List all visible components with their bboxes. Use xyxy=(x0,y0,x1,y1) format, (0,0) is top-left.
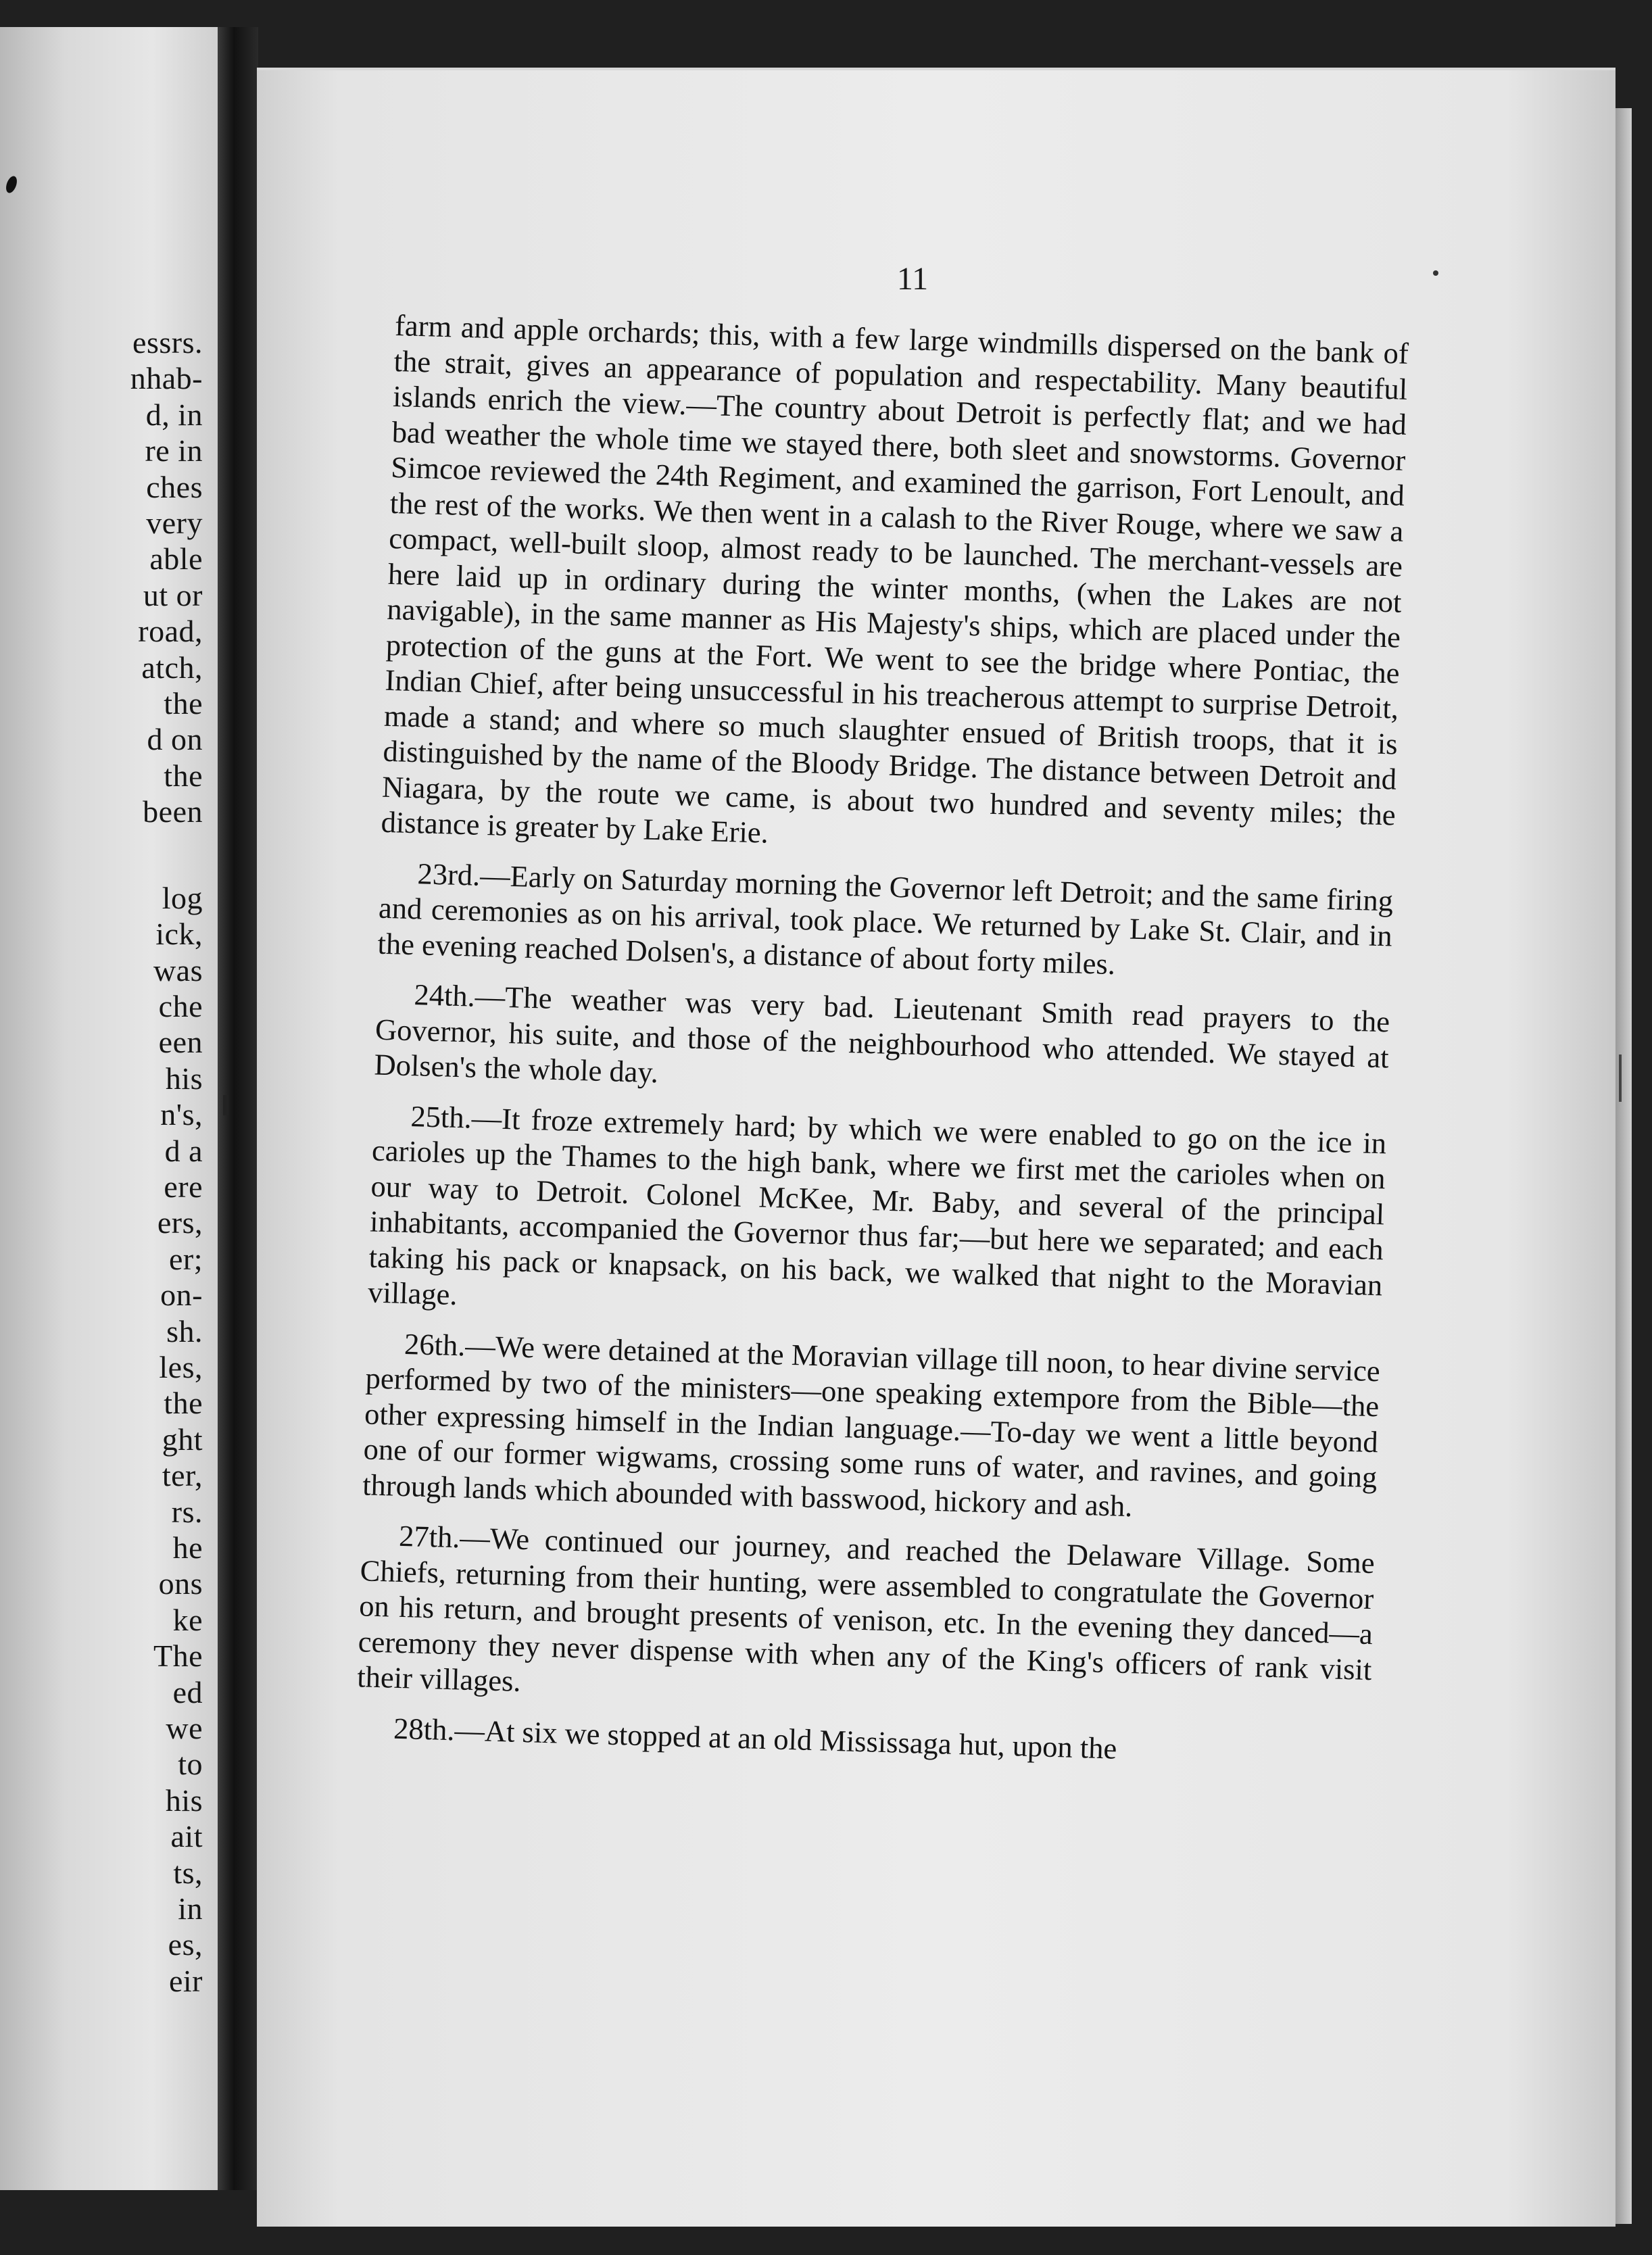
journal-entry-27th: 27th.—We continued our journey, and reached the Delaware Village. Some Chiefs, returning from their hunting, were assembled to congratulate the Governor on his return, and brought presents of venison, etc. In the evening they danced—a ceremony they never dispense with when any of the King's officers of rank visit their villages. xyxy=(356,1518,1376,1698)
previous-page-fragment xyxy=(0,27,218,2190)
fragment-line: ke xyxy=(172,1602,203,1637)
journal-entry-28th: 28th.—At six we stopped at an old Mississaga hut, upon the xyxy=(393,1711,1118,1766)
fragment-line: ght xyxy=(162,1422,203,1457)
fragment-line: ick, xyxy=(155,917,203,952)
previous-page-text xyxy=(0,324,218,1999)
fragment-line: very xyxy=(146,506,203,541)
journal-entry-23rd: 23rd.—Early on Saturday morning the Governor left Detroit; and the same firing and ceremonies as on his arrival, took place. We returned by Lake St. Clair, and in the evening reached Dolsen's, a distance of about forty miles. xyxy=(377,856,1394,981)
paragraph-continued: farm and apple orchards; this, with a few large windmills dispersed on the bank of the strait, gives an appearance of population and respectability. Many beautiful islands enrich the view.—The country about Detroit is perfectly flat; and we had bad weather the whole time we stayed there, both sleet and snowstorms. Governor Simcoe reviewed the 24th Regiment, and examined the garrison, Fort Lenoult, and the rest of the works. We then went in a calash to the River Rouge, where we saw a compact, well-built sloop, almost ready to be launched. The merchant-vessels are here laid up in ordinary during the winter months, (when the Lakes are not navigable), in the same manner as His Majesty's ships, which are placed under the protection of the guns at the Fort. We went to see the bridge where Pontiac, the Indian Chief, after being unsuccessful in his treacherous attempt to surprise Detroit, made a stand; and where so much slaughter ensued of British troops, that it is distinguished by the name of the Bloody Bridge. The distance between Detroit and Niagara, by the route we came, is about two hundred and seventy miles; the distance is greater by Lake Erie. xyxy=(381,308,1409,850)
fragment-line: d, in xyxy=(145,397,203,432)
fragment-line: the xyxy=(164,686,203,721)
fragment-line: ches xyxy=(146,469,203,504)
fragment-line: ere xyxy=(164,1169,203,1204)
fragment-line: sh. xyxy=(166,1313,203,1349)
fragment-line: on- xyxy=(160,1278,203,1313)
fragment-line: es, xyxy=(168,1927,203,1962)
fragment-line: rs. xyxy=(171,1494,203,1529)
fragment-line: er; xyxy=(168,1241,203,1276)
fragment-line: nhab- xyxy=(130,361,203,396)
fragment-line: his xyxy=(165,1783,203,1818)
fragment-line: we xyxy=(166,1711,203,1746)
fragment-line: The xyxy=(153,1639,203,1674)
fragment-line: to xyxy=(178,1747,203,1782)
fragment-line: the xyxy=(164,758,203,793)
fragment-line: was xyxy=(153,952,203,988)
fragment-line: the xyxy=(164,1386,203,1421)
page-number: 11 xyxy=(896,261,929,297)
journal-entry-24th: 24th.—The weather was very bad. Lieutenant Smith read prayers to the Governor, his suite, and those of the neighbourhood who attended. We stayed at Dolsen's the whole day. xyxy=(374,977,1390,1090)
fragment-line: his xyxy=(165,1061,203,1096)
fragment-line: been xyxy=(143,794,203,829)
margin-mark xyxy=(1619,1054,1622,1102)
fragment-line: ed xyxy=(172,1674,203,1710)
page-edge xyxy=(1615,108,1632,2224)
fragment-line: een xyxy=(158,1025,203,1060)
fragment-line: n's, xyxy=(160,1097,203,1132)
margin-mark xyxy=(223,1095,228,1115)
fragment-line: d a xyxy=(164,1133,203,1168)
fragment-line: ait xyxy=(170,1819,203,1854)
fragment-line: ts, xyxy=(173,1855,203,1890)
fragment-line: able xyxy=(149,541,203,577)
fragment-line: log xyxy=(162,880,203,915)
fragment-line: he xyxy=(172,1530,203,1565)
fragment-line: che xyxy=(158,988,203,1023)
fragment-line: ut or xyxy=(143,577,203,612)
fragment-line: re in xyxy=(145,433,203,468)
journal-entry-26th: 26th.—We were detained at the Moravian village till noon, to hear divine service performed by two of the ministers—one speaking extempore from the Bible—the other expressing himself in the Indian language.—To-day we went a little beyond one of our former wigwams, crossing some runs of water, and ravines, and going through lands which abounded with basswood, hickory and ash. xyxy=(362,1326,1381,1523)
fragment-line: ons xyxy=(158,1566,203,1601)
fragment-line: ter, xyxy=(162,1458,203,1493)
stray-mark xyxy=(1433,270,1438,276)
fragment-line: d on xyxy=(147,722,203,757)
fragment-line: eir xyxy=(168,1963,203,1998)
fragment-line: ers, xyxy=(157,1205,203,1240)
paragraph-gap xyxy=(0,830,203,880)
ink-blot xyxy=(4,174,19,194)
fragment-line: road, xyxy=(138,614,203,649)
journal-entry-25th: 25th.—It froze extremely hard; by which we were enabled to go on the ice in carioles up the Thames to the high bank, where we first met the carioles when on our way to Detroit. Colonel McKee, Mr. Baby, and several of the principal inhabitants, accompanied the Governor thus far;—but here we separated; and each taking his pack or knapsack, on his back, we walked that night to the Moravian village. xyxy=(367,1098,1387,1312)
fragment-line: atch, xyxy=(141,650,203,685)
fragment-line: in xyxy=(178,1891,203,1926)
fragment-line: les, xyxy=(159,1349,203,1384)
fragment-line: essrs. xyxy=(132,325,203,360)
page-body xyxy=(355,308,1409,1788)
